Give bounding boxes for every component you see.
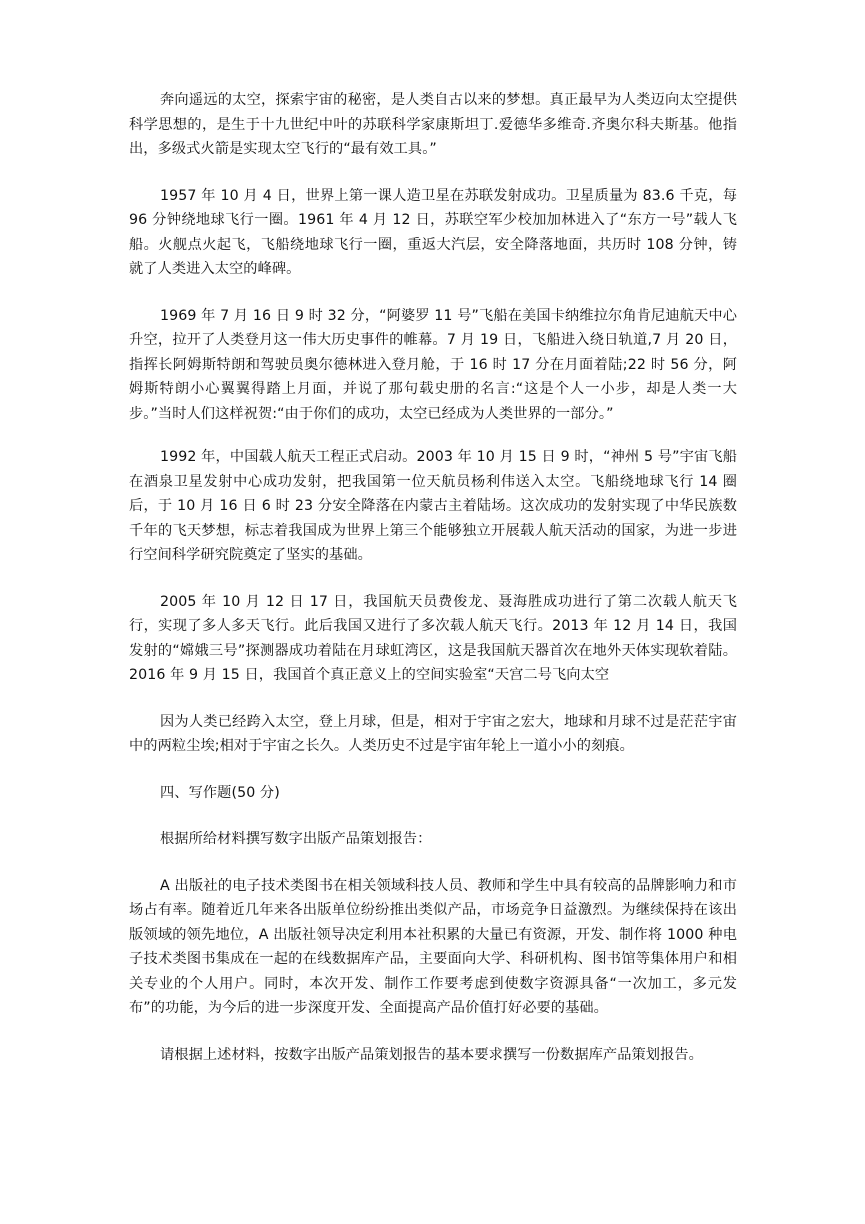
paragraph-apollo-11: 1969 年 7 月 16 日 9 时 32 分，“阿婆罗 11 号”飞船在美国卡纳维拉尔角肯尼迪航天中心升空，拉开了人类登月这一伟大历史事件的帷幕。7 月 19 日，飞船进入绕日轨道,7 月 20 日，指挥长阿姆斯特朗和驾驶员奥尔德林进入登月舱，于 16 时 17 分在月面着陆;22 时 56 分，阿姆斯特朗小心翼翼得踏上月面，并说了那句载史册的名言:“这是个人一小步，却是人类一大步。”当时人们这样祝贺:“由于你们的成功，太空已经成为人类世界的一部分。” bbox=[129, 307, 737, 422]
section-heading-writing-task: 四、写作题(50 分) bbox=[160, 784, 280, 801]
paragraph-task-material: A 出版社的电子技术类图书在相关领域科技人员、教师和学生中具有较高的品牌影响力和市场占有率。随着近几年来各出版单位纷纷推出类似产品，市场竞争日益激烈。为继续保持在该出版领域的领先地位，A 出版社领导决定利用本社积累的大量已有资源，开发、制作将 1000 种电子技术类图书集成在一起的在线数据库产品，主要面向大学、科研机构、图书馆等集体用户和相关专业的个人用户。同时，本次开发、制作工作要考虑到使数字资源具备“一次加工，多元发布”的功能，为今后的进一步深度开发、全面提高产品价值打好必要的基础。 bbox=[129, 877, 737, 1016]
paragraph-task-instruction: 根据所给材料撰写数字出版产品策划报告： bbox=[160, 831, 432, 847]
document-page bbox=[129, 88, 737, 1089]
paragraph-space-dream: 奔向遥远的太空，探索宇宙的秘密，是人类自古以来的梦想。真正最早为人类迈向太空提供科学思想的，是生于十九世纪中叶的苏联科学家康斯坦丁.爱德华多维奇.齐奥尔科夫斯基。他指出，多级式火箭是实现太空飞行的“最有效工具。” bbox=[129, 92, 737, 157]
paragraph-later-missions: 2005 年 10 月 12 日 17 日，我国航天员费俊龙、聂海胜成功进行了第二次载人航天飞行，实现了多人多天飞行。此后我国又进行了多次载人航天飞行。2013 年 12 月 14 日，我国发射的“嫦娥三号”探测器成功着陆在月球虹湾区，这是我国航天器首次在地外天体实现软着陆。2016 年 9 月 15 日，我国首个真正意义上的空间实验室“天宫二号飞向太空 bbox=[129, 593, 737, 683]
paragraph-cosmic-scale: 因为人类已经跨入太空，登上月球，但是，相对于宇宙之宏大，地球和月球不过是茫茫宇宙中的两粒尘埃;相对于宇宙之长久。人类历史不过是宇宙年轮上一道小小的刻痕。 bbox=[129, 713, 737, 754]
paragraph-first-satellite: 1957 年 10 月 4 日，世界上第一课人造卫星在苏联发射成功。卫星质量为 83.6 千克，每 96 分钟绕地球飞行一圈。1961 年 4 月 12 日，苏联空军少校加加林进入了“东方一号”载人飞船。火舰点火起飞，飞船绕地球飞行一圈，重返大汽层，安全降落地面，共历时 108 分钟，铸就了人类进入太空的峰碑。 bbox=[129, 187, 737, 277]
paragraph-china-manned-spaceflight: 1992 年，中国载人航天工程正式启动。2003 年 10 月 15 日 9 时，“神州 5 号”宇宙飞船在酒泉卫星发射中心成功发射，把我国第一位天航员杨利伟送入太空。飞船绕地球飞行 14 圈后，于 10 月 16 日 6 时 23 分安全降落在内蒙古主着陆场。这次成功的发射实现了中华民族数千年的飞天梦想，标志着我国成为世界上第三个能够独立开展载人航天活动的国家，为进一步进行空间科学研究院奠定了坚实的基础。 bbox=[129, 449, 737, 563]
paragraph-task-request: 请根据上述材料，按数字出版产品策划报告的基本要求撰写一份数据库产品策划报告。 bbox=[160, 1046, 703, 1063]
